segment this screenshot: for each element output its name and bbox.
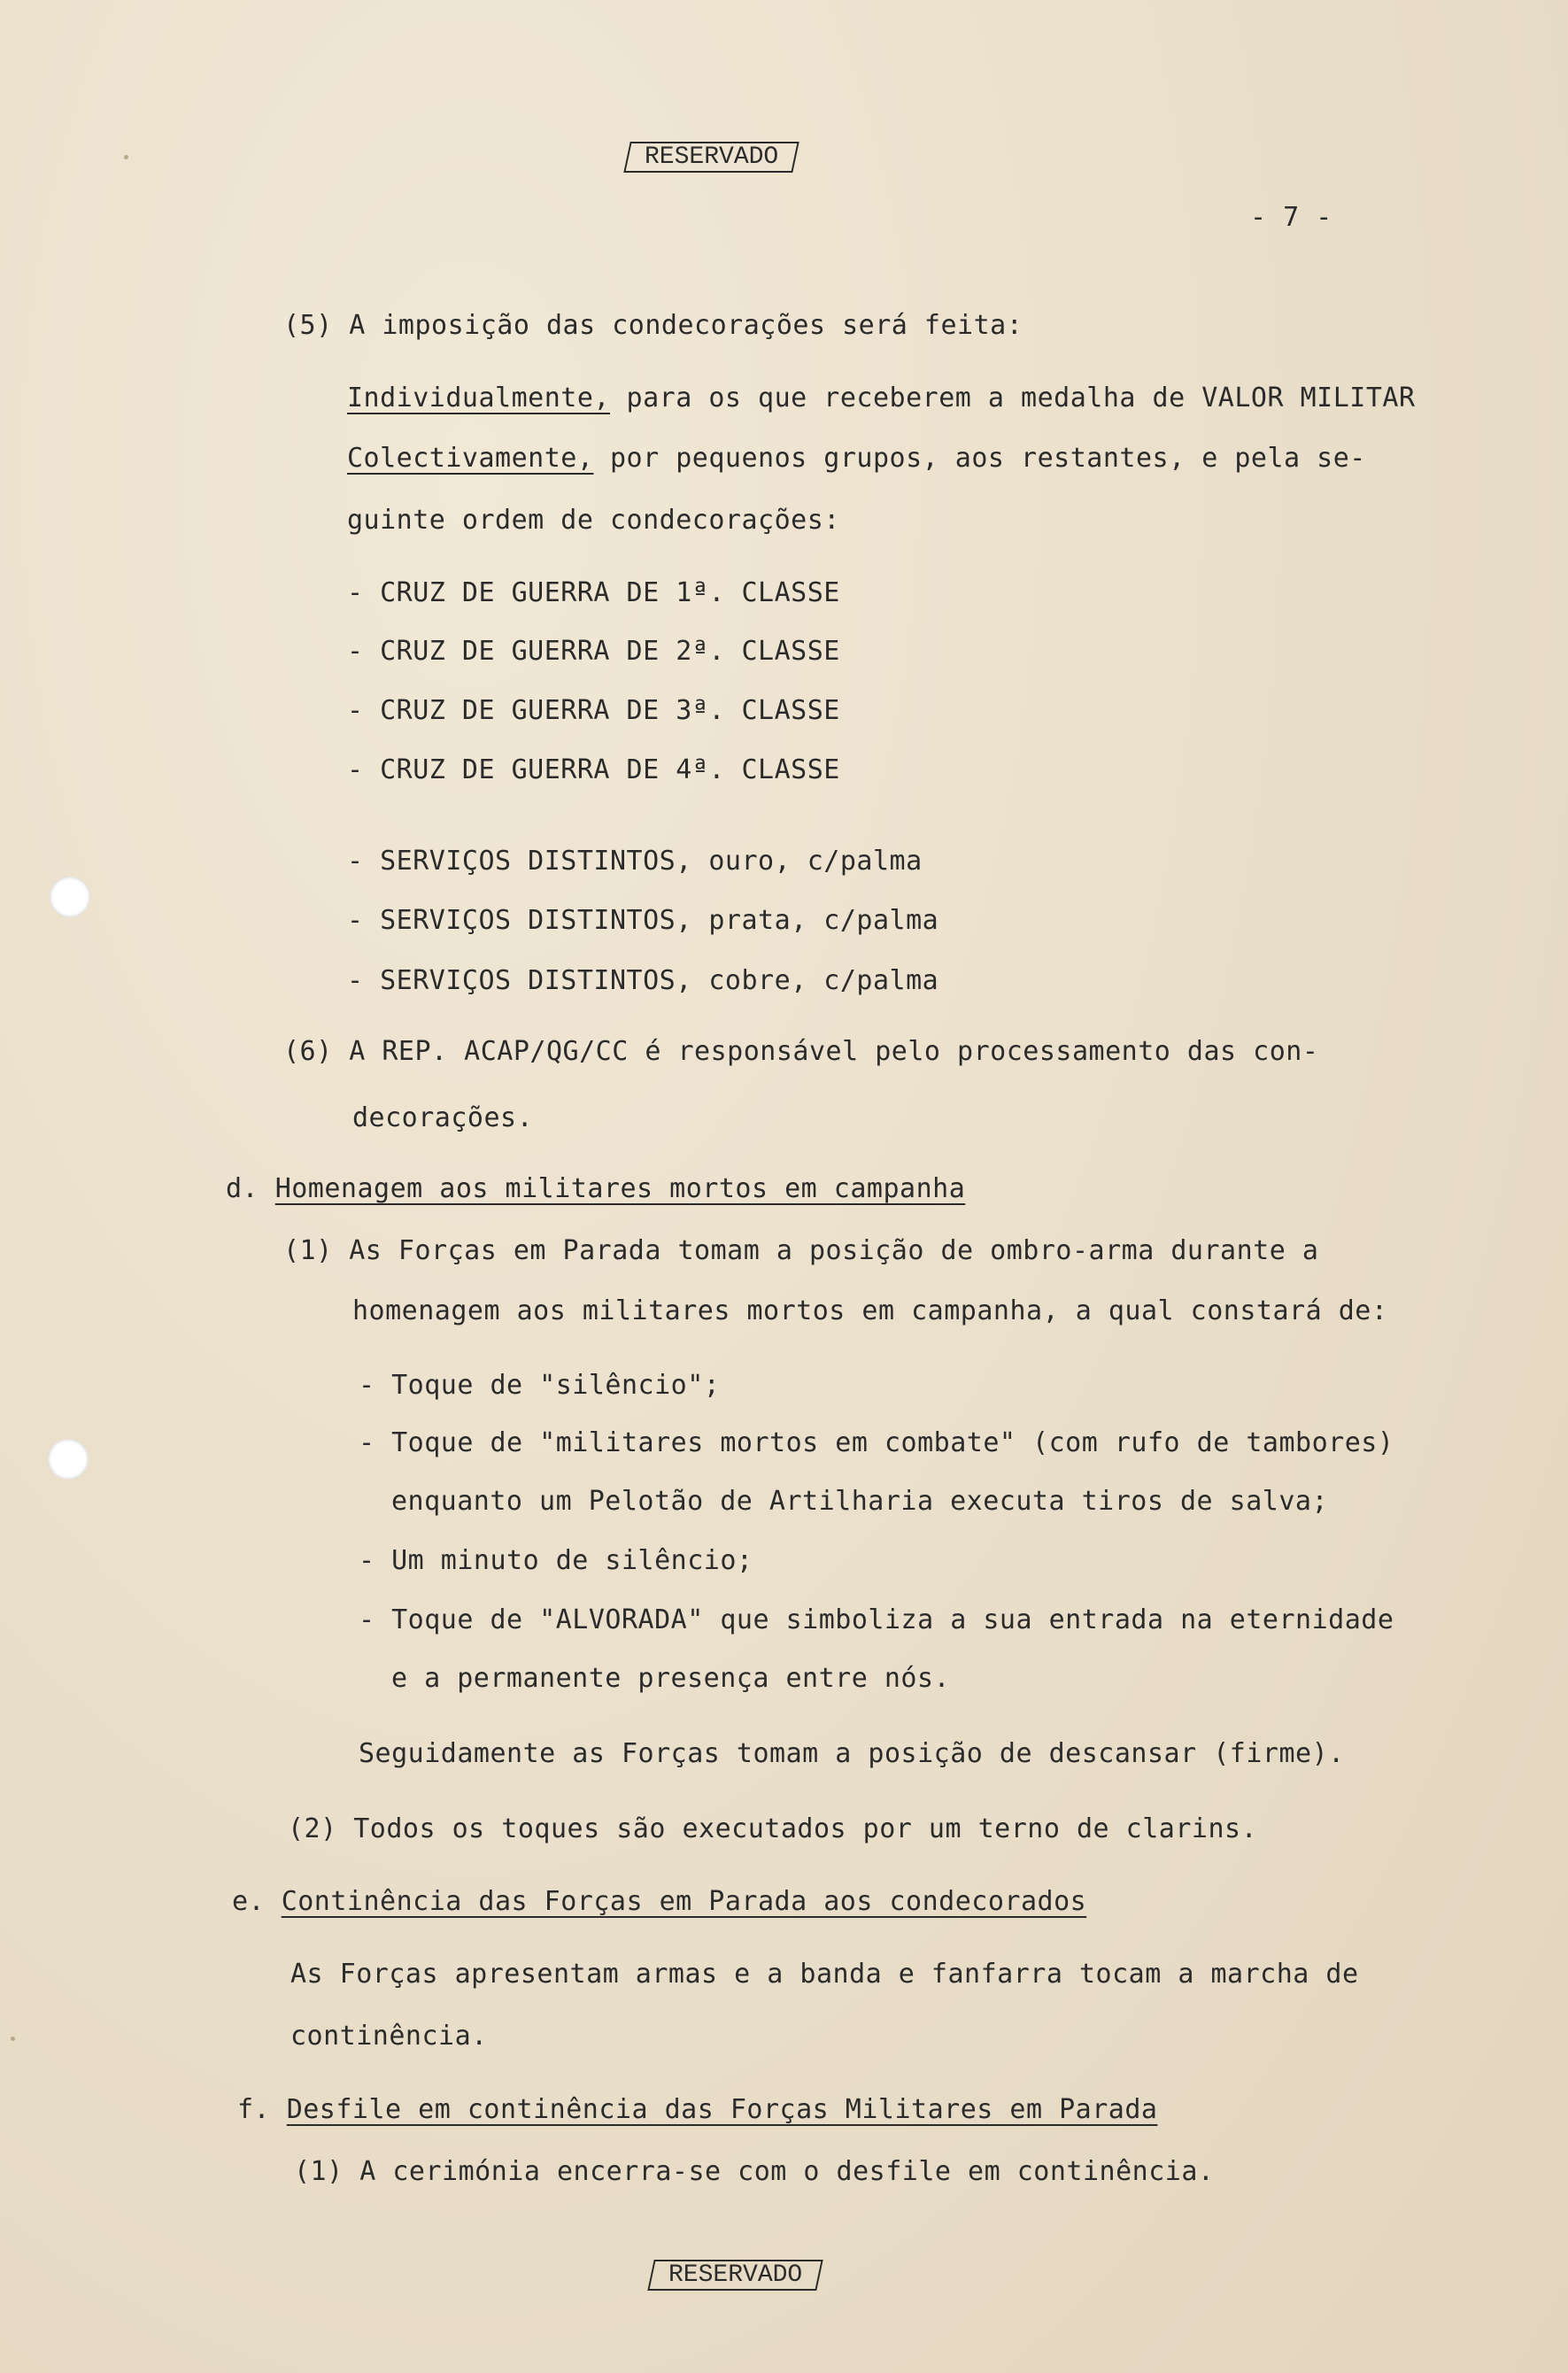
- list-item: - Toque de "militares mortos em combate" (com rufo de tambores): [359, 1427, 1394, 1458]
- list-item: - Toque de "silêncio";: [359, 1370, 721, 1401]
- list-item: - SERVIÇOS DISTINTOS, ouro, c/palma: [347, 846, 923, 877]
- classification-stamp-top: RESERVADO: [623, 142, 799, 173]
- list-item: - CRUZ DE GUERRA DE 1ª. CLASSE: [347, 577, 840, 608]
- punch-hole-top: [50, 877, 90, 917]
- list-item-cont: e a permanente presença entre nós.: [391, 1663, 951, 1694]
- order-intro: guinte ordem de condecorações:: [347, 505, 840, 536]
- collective-line: Colectivamente, por pequenos grupos, aos restantes, e pela se-: [347, 443, 1366, 474]
- list-item: - Toque de "ALVORADA" que simboliza a sua entrada na eternidade: [359, 1604, 1394, 1635]
- paper-speck: [11, 2037, 15, 2041]
- section-f-text: (1) A cerimónia encerra-se com o desfile em continência.: [294, 2156, 1215, 2187]
- punch-hole-bottom: [48, 1439, 89, 1480]
- section-e-text: continência.: [290, 2021, 488, 2052]
- paragraph-5-intro: (5) A imposição das condecorações será feita:: [283, 310, 1023, 341]
- section-f-heading: f. Desfile em continência das Forças Militares em Parada: [237, 2094, 1158, 2125]
- page-number: - 7 -: [1250, 202, 1332, 233]
- classification-stamp-bottom: RESERVADO: [647, 2260, 823, 2291]
- section-d-text: (1) As Forças em Parada tomam a posição de ombro-arma durante a: [283, 1235, 1319, 1266]
- section-d-item-2: (2) Todos os toques são executados por um terno de clarins.: [288, 1813, 1258, 1844]
- list-item: - SERVIÇOS DISTINTOS, cobre, c/palma: [347, 965, 939, 996]
- list-item-cont: enquanto um Pelotão de Artilharia executa tiros de salva;: [391, 1486, 1329, 1517]
- list-item: - CRUZ DE GUERRA DE 2ª. CLASSE: [347, 636, 840, 667]
- paragraph-6: (6) A REP. ACAP/QG/CC é responsável pelo processamento das con-: [283, 1036, 1319, 1067]
- list-item: - CRUZ DE GUERRA DE 4ª. CLASSE: [347, 754, 840, 785]
- section-e-heading: e. Continência das Forças em Parada aos condecorados: [232, 1886, 1087, 1917]
- section-e-text: As Forças apresentam armas e a banda e fanfarra tocam a marcha de: [290, 1959, 1359, 1990]
- section-d-text: homenagem aos militares mortos em campanha, a qual constará de:: [352, 1295, 1388, 1326]
- section-d-heading: d. Homenagem aos militares mortos em campanha: [226, 1173, 966, 1204]
- section-d-closing: Seguidamente as Forças tomam a posição de descansar (firme).: [359, 1738, 1345, 1769]
- paragraph-6-cont: decorações.: [352, 1102, 534, 1133]
- paper-speck: [124, 155, 128, 159]
- list-item: - SERVIÇOS DISTINTOS, prata, c/palma: [347, 905, 939, 936]
- list-item: - CRUZ DE GUERRA DE 3ª. CLASSE: [347, 695, 840, 726]
- individual-line: Individualmente, para os que receberem a medalha de VALOR MILITAR: [347, 383, 1416, 414]
- list-item: - Um minuto de silêncio;: [359, 1545, 753, 1576]
